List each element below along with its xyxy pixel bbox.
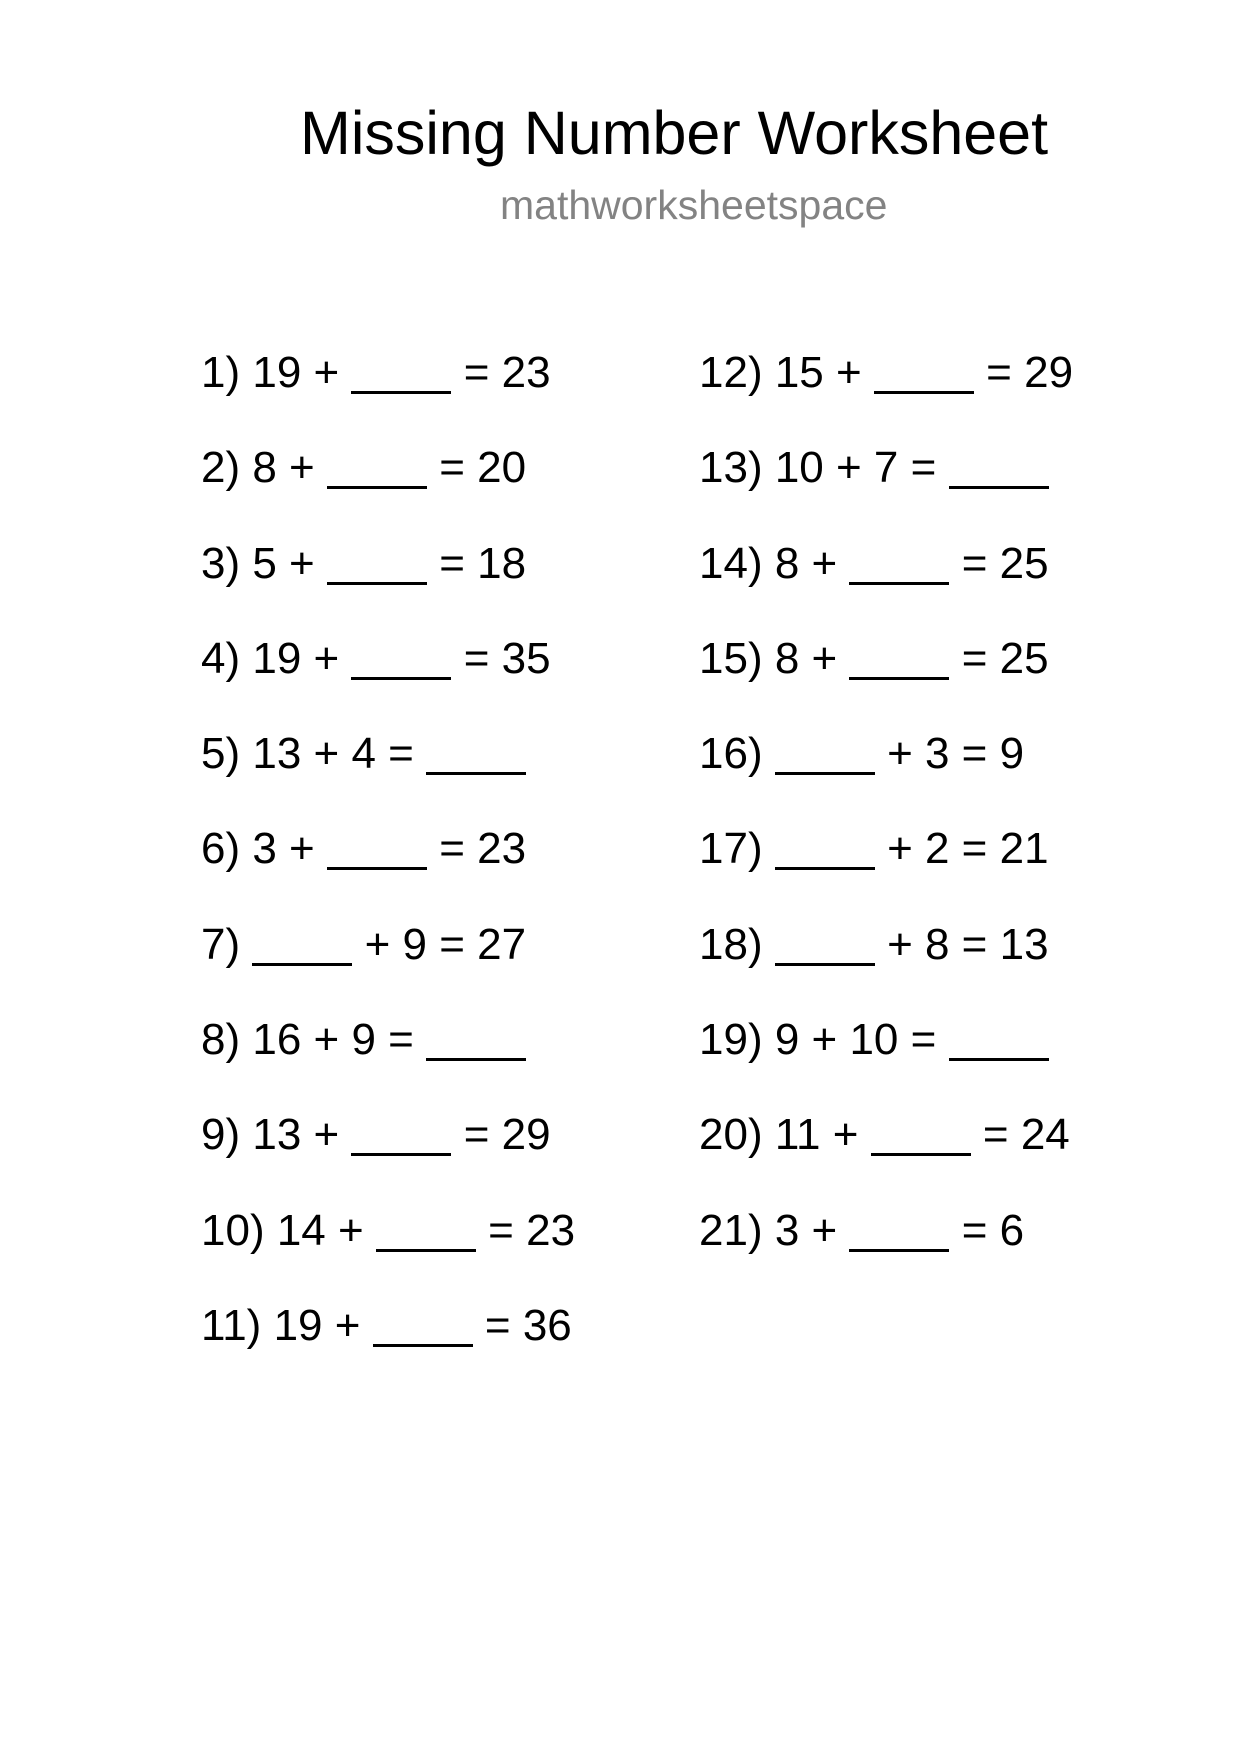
problem-item [699,534,1073,629]
problem-item [699,343,1073,438]
problem-number: 18) [699,919,763,969]
answer-blank[interactable] [775,962,875,966]
problem-expression: 10 + 7 = [774,443,937,493]
problem-expression: 15 + [774,348,862,397]
problem-expression: = 29 [463,1110,551,1160]
problem-item [201,724,575,819]
page-subtitle: mathworksheetspace [500,182,888,228]
problem-number: 4) [201,633,241,683]
answer-blank[interactable] [775,771,875,775]
problem-expression: 19 + [273,1300,361,1350]
answer-blank[interactable] [871,1152,971,1156]
answer-blank[interactable] [351,676,451,680]
answer-blank[interactable] [426,771,526,775]
problem-expression: = 6 [961,1205,1025,1255]
problem-expression: 14 + [276,1205,364,1255]
problem-expression: + 2 = 21 [887,824,1049,874]
answer-blank[interactable] [351,1152,451,1156]
problem-expression: = 25 [961,633,1049,683]
problem-item [201,1296,575,1391]
problem-item [201,1010,575,1105]
problem-item [201,343,575,438]
answer-blank[interactable] [849,581,949,585]
problem-expression: 3 + [252,824,315,874]
problem-expression: + 8 = 13 [887,919,1049,969]
problem-expression: 8 + [252,443,315,493]
problem-expression: 16 + 9 = [252,1015,414,1065]
page-title: Missing Number Worksheet [300,99,1049,167]
problem-expression: = 18 [439,538,527,588]
problem-number: 2) [201,443,241,493]
problem-number: 15) [699,633,763,683]
problem-number: 5) [201,729,241,779]
answer-blank[interactable] [849,1248,949,1252]
problem-expression: 8 + [774,538,838,588]
answer-blank[interactable] [949,485,1049,489]
problem-number: 6) [201,824,241,874]
problem-expression: 3 + [774,1205,838,1255]
problem-number: 14) [699,538,763,588]
problem-item [201,1201,575,1296]
problem-expression: 13 + 4 = [252,729,414,779]
problem-item [699,724,1073,819]
problem-item [699,915,1073,1010]
answer-blank[interactable] [426,1057,526,1061]
problem-expression: = 24 [982,1110,1070,1160]
problem-expression: 13 + [252,1110,340,1160]
problem-number: 11) [201,1300,262,1350]
problem-number: 21) [699,1205,763,1255]
problem-expression: + 9 = 27 [364,919,527,969]
problem-item [201,629,575,724]
answer-blank[interactable] [373,1343,473,1347]
problem-expression: 19 + [252,633,340,683]
problem-item [201,819,575,914]
problem-item [699,1010,1073,1105]
problem-column-right [699,343,1073,1296]
problem-number: 9) [201,1110,241,1160]
problem-expression: = 35 [463,633,551,683]
problem-number: 20) [699,1110,763,1160]
problem-item [699,819,1073,914]
problem-expression: 9 + 10 = [774,1015,937,1065]
problem-number: 8) [201,1015,241,1065]
problem-number: 17) [699,824,763,874]
problem-item [201,534,575,629]
problem-number: 19) [699,1015,763,1065]
problem-item [699,438,1073,533]
answer-blank[interactable] [252,962,352,966]
problem-item [201,1105,575,1200]
problem-expression: 5 + [252,538,315,588]
problem-number: 13) [699,443,763,493]
problem-item [201,438,575,533]
problem-number: 12) [699,348,763,397]
problem-expression: + 3 = 9 [887,729,1025,779]
problem-item [201,915,575,1010]
answer-blank[interactable] [849,676,949,680]
problem-number: 10) [201,1205,265,1255]
problem-item [699,1201,1073,1296]
problem-number: 7) [201,919,241,969]
answer-blank[interactable] [327,866,427,870]
problem-expression: = 23 [463,348,551,397]
answer-blank[interactable] [351,390,451,394]
problem-expression: = 25 [961,538,1049,588]
problem-expression: 19 + [252,348,340,397]
problem-number: 3) [201,538,241,588]
answer-blank[interactable] [874,390,974,394]
problem-expression: = 20 [439,443,527,493]
problem-expression: = 29 [986,348,1074,397]
problem-expression: = 23 [488,1205,576,1255]
problem-expression: = 23 [439,824,527,874]
problem-expression: 11 + [774,1110,859,1160]
answer-blank[interactable] [327,581,427,585]
problem-column-left [201,343,575,1391]
answer-blank[interactable] [376,1248,476,1252]
problem-number: 16) [699,729,763,779]
problem-expression: 8 + [774,633,838,683]
problem-item [699,629,1073,724]
answer-blank[interactable] [949,1057,1049,1061]
problem-number: 1) [201,348,241,397]
answer-blank[interactable] [327,485,427,489]
problem-expression: = 36 [484,1300,572,1350]
problem-item [699,1105,1073,1200]
answer-blank[interactable] [775,866,875,870]
